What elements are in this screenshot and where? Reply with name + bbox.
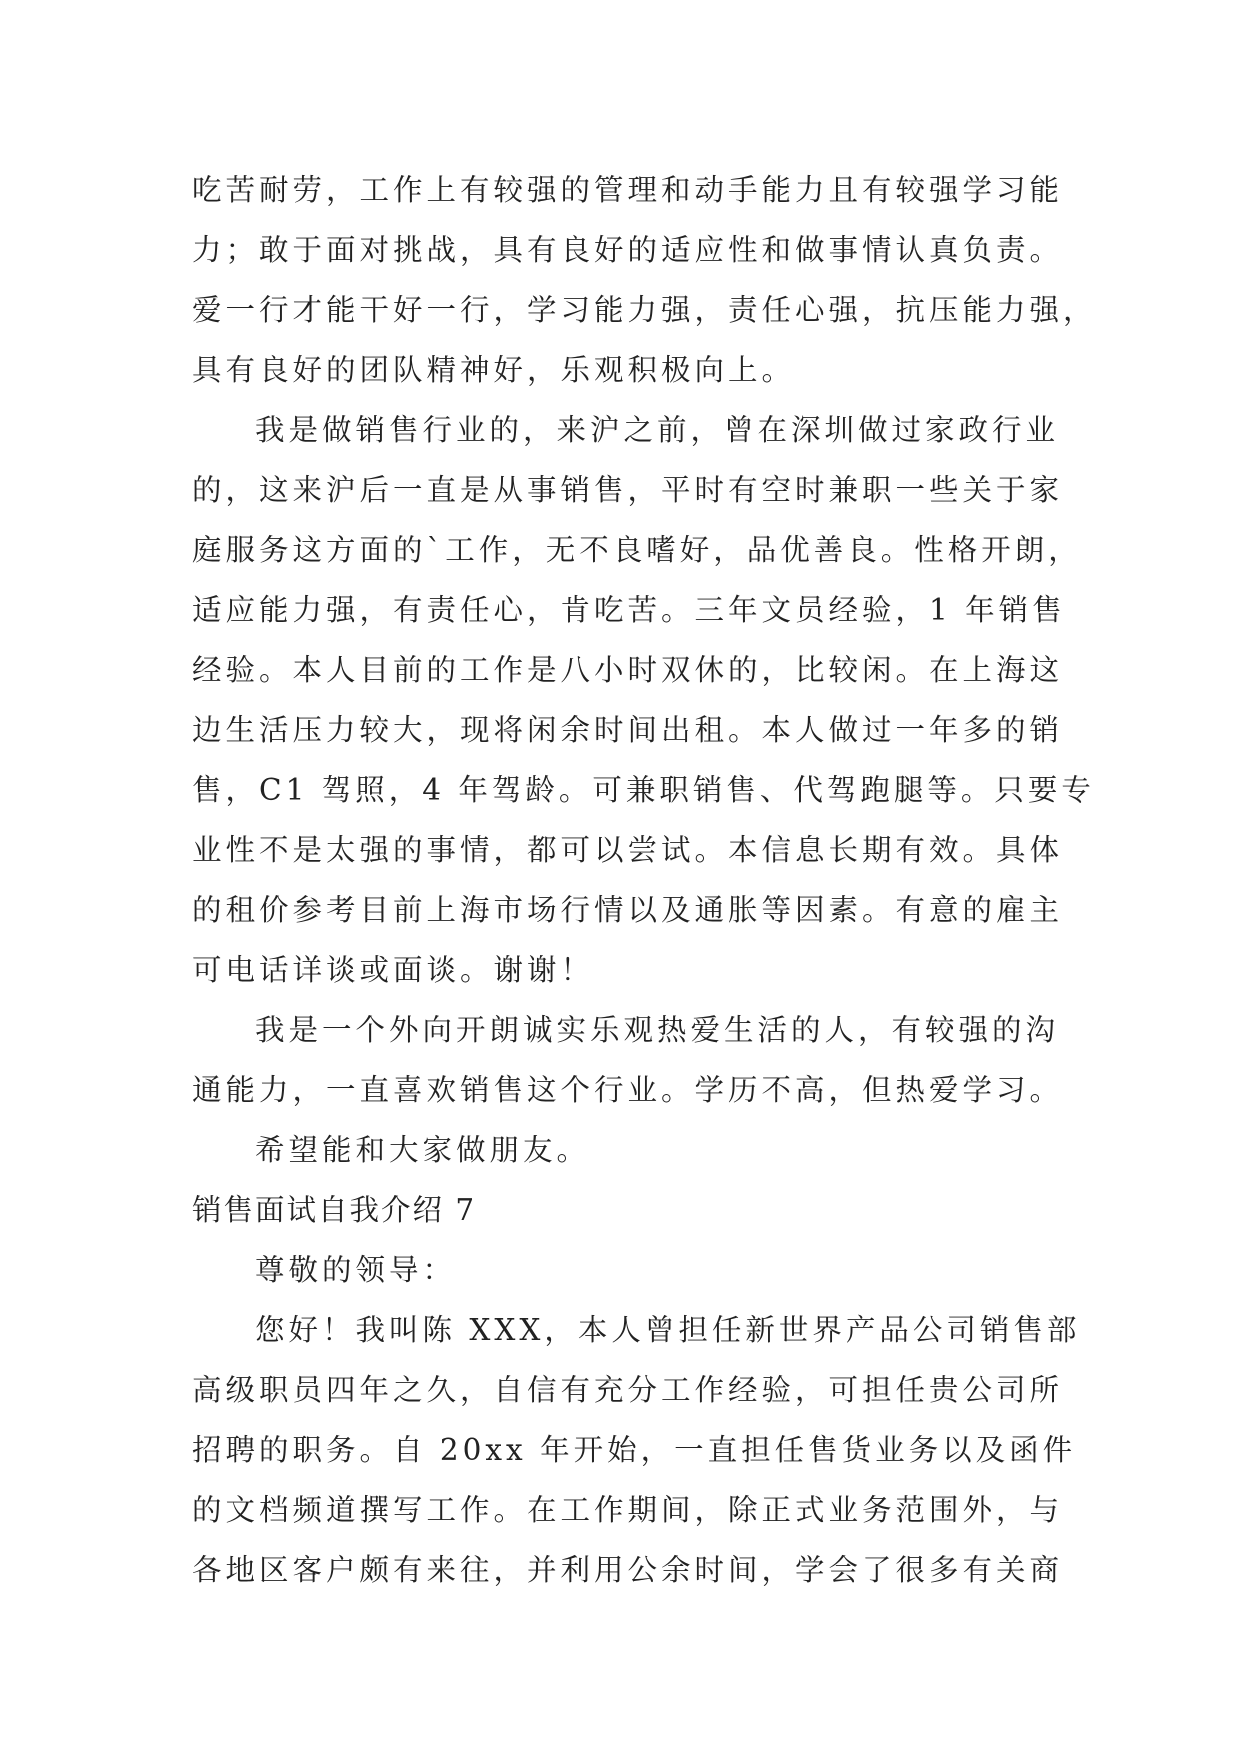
- text-line: 的，这来沪后一直是从事销售，平时有空时兼职一些关于家: [192, 473, 1064, 507]
- text-line: 的文档频道撰写工作。在工作期间，除正式业务范围外，与: [192, 1493, 1064, 1527]
- text-line: 吃苦耐劳，工作上有较强的管理和动手能力且有较强学习能: [192, 173, 1064, 207]
- text-line: 您好！我叫陈 XXX，本人曾担任新世界产品公司销售部: [255, 1313, 1081, 1347]
- text-line: 希望能和大家做朋友。: [255, 1133, 591, 1167]
- text-line: 高级职员四年之久，自信有充分工作经验，可担任贵公司所: [192, 1373, 1064, 1407]
- text-line: 售，C1 驾照，4 年驾龄。可兼职销售、代驾跑腿等。只要专: [192, 773, 1095, 807]
- text-line: 我是一个外向开朗诚实乐观热爱生活的人，有较强的沟: [255, 1013, 1060, 1047]
- text-line: 通能力，一直喜欢销售这个行业。学历不高，但热爱学习。: [192, 1073, 1064, 1107]
- text-line: 爱一行才能干好一行，学习能力强，责任心强，抗压能力强，: [192, 293, 1097, 327]
- text-line: 力；敢于面对挑战，具有良好的适应性和做事情认真负责。: [192, 233, 1064, 267]
- text-line: 可电话详谈或面谈。谢谢！: [192, 953, 595, 987]
- text-line: 经验。本人目前的工作是八小时双休的，比较闲。在上海这: [192, 653, 1064, 687]
- text-line: 招聘的职务。自 20xx 年开始，一直担任售货业务以及函件: [192, 1433, 1077, 1467]
- text-line: 尊敬的领导：: [255, 1253, 457, 1287]
- text-line: 各地区客户颇有来往，并利用公余时间，学会了很多有关商: [192, 1553, 1064, 1587]
- document-body: [192, 160, 1097, 1600]
- text-line: 业性不是太强的事情，都可以尝试。本信息长期有效。具体: [192, 833, 1064, 867]
- text-line: 我是做销售行业的，来沪之前，曾在深圳做过家政行业: [255, 413, 1060, 447]
- text-line: 具有良好的团队精神好，乐观积极向上。: [192, 353, 796, 387]
- text-line: 边生活压力较大，现将闲余时间出租。本人做过一年多的销: [192, 713, 1064, 747]
- section-heading: 销售面试自我介绍 7: [192, 1193, 477, 1227]
- text-line: 的租价参考目前上海市场行情以及通胀等因素。有意的雇主: [192, 893, 1064, 927]
- text-line: 适应能力强，有责任心，肯吃苦。三年文员经验，1 年销售: [192, 593, 1066, 627]
- text-line: 庭服务这方面的`工作，无不良嗜好，品优善良。性格开朗，: [192, 533, 1082, 567]
